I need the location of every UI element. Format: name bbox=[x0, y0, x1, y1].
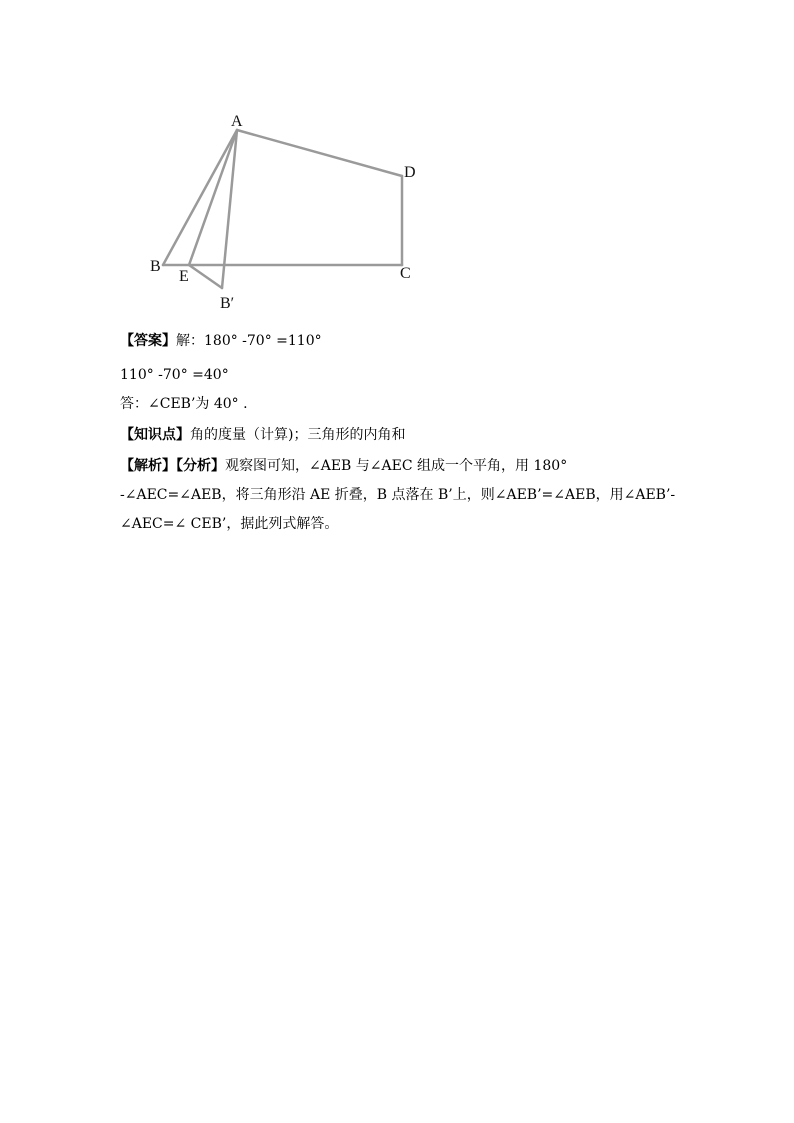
answer-line-2: 110° -70° =40° bbox=[120, 367, 229, 383]
geometry-figure bbox=[140, 105, 430, 310]
segment-eb-prime bbox=[189, 265, 222, 288]
label-b: B bbox=[150, 258, 161, 275]
analysis-tag: 【解析】 bbox=[120, 458, 176, 474]
label-a: A bbox=[231, 113, 243, 130]
answer-line-3: 答：∠CEB’为 40° . bbox=[120, 396, 248, 412]
label-e: E bbox=[179, 268, 189, 285]
label-d: D bbox=[404, 164, 416, 181]
figure-svg bbox=[140, 105, 430, 310]
analysis-subtag: 【分析】 bbox=[176, 458, 225, 474]
answer-text-1: 解：180° -70° =110° bbox=[176, 333, 322, 349]
answer-line-1 bbox=[120, 332, 322, 350]
analysis-paragraph bbox=[120, 452, 680, 539]
knowledge-line bbox=[120, 426, 405, 444]
answer-tag: 【答案】 bbox=[120, 333, 176, 349]
knowledge-tag: 【知识点】 bbox=[120, 427, 190, 443]
label-b-prime: B′ bbox=[220, 295, 235, 310]
label-c: C bbox=[400, 265, 411, 282]
segment-ad bbox=[237, 130, 402, 176]
knowledge-text: 角的度量（计算)；三角形的内角和 bbox=[190, 427, 406, 443]
analysis-text: 观察图可知，∠AEB 与∠AEC 组成一个平角，用 180° -∠AEC=∠AEB，将三角形沿 AE 折叠，B 点落在 B’上，则∠AEB’=∠AEB，用∠AEB’-∠AEC=∠ CEB’，据此列式解答。 bbox=[120, 458, 676, 532]
